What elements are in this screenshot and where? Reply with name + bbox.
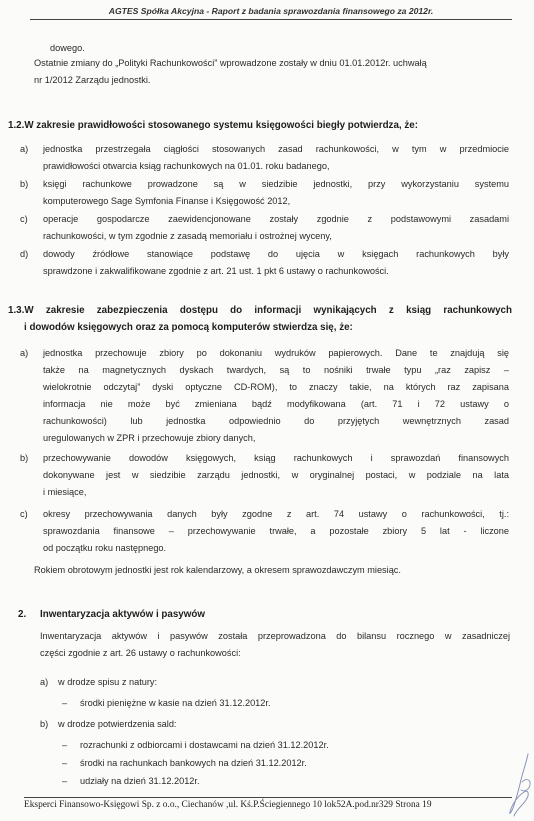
dash-marker: – [62,698,68,708]
list-item-text: prawidłowości otwarcia ksiąg rachunkowych na 01.01. roku badanego, [43,161,330,171]
list-item-text: i miesiące, [43,487,87,497]
list-item-text: także na magnetycznych dyskach twardych, są to nośniki trwałe typu „raz zapisz – [43,365,509,375]
section-heading-1-3: i dowodów księgowych oraz za pomocą komputerów stwierdza się, że: [24,322,353,333]
list-item-text: w drodze potwierdzenia sald: [58,719,177,729]
list-item-text: jednostka przestrzegała ciągłości stosowanych zasad rachunkowości, w tym w przedmiocie [43,144,509,154]
list-marker: c) [20,509,28,519]
list-item-text: sprawdzone i zakwalifikowane zgodnie z art. 21 ust. 1 pkt 6 ustawy o rachunkowości. [43,266,389,276]
intro-line: Ostatnie zmiany do „Polityki Rachunkowości” wprowadzone zostały w dniu 01.01.2012r. uchwałą [34,58,427,68]
list-marker: c) [20,214,28,224]
list-item-text: dowody źródłowe stanowiące podstawę do ujęcia w księgach rachunkowych były [43,249,509,259]
list-item-text: operacje gospodarcze zaewidencjonowane zostały zgodnie z podstawowymi zasadami [43,214,509,224]
list-item-text: okresy przechowywania danych były zgodne z art. 74 ustawy o rachunkowości, tj.: [43,509,509,519]
dash-marker: – [62,740,68,750]
section-heading-1-3: 1.3.W zakresie zabezpieczenia dostępu do informacji wynikających z ksiąg rachunkowych [8,305,512,316]
list-marker: b) [40,719,49,729]
list-marker: a) [40,677,49,687]
list-item-text: informacja nie może być zmieniana bądź modyfikowana (art. 71 i 72 ustawy o [43,399,509,409]
list-item-text: uregulowanych w ZPR i przechowuje zbiory danych, [43,433,256,443]
paragraph: Rokiem obrotowym jednostki jest rok kalendarzowy, a okresem sprawozdawczym miesiąc. [34,565,401,575]
list-item-text: środki pieniężne w kasie na dzień 31.12.2012r. [80,698,271,708]
paragraph: Inwentaryzacja aktywów i pasywów została przeprowadzona do bilansu rocznego w zasadniczej [40,631,510,641]
intro-line: dowego. [50,43,85,53]
list-item-text: udziały na dzień 31.12.2012r. [80,776,200,786]
list-item-text: sprawozdania finansowe – przechowywanie trwałe, a pozostałe zbiory 5 lat - liczone [43,526,509,536]
page-footer: Eksperci Finansowo-Księgowi Sp. z o.o., Ciechanów ,ul. Kś.P.Ściegiennego 10 lok52A.pod.nr329 Strona 19 [24,797,512,810]
list-item-text: jednostka przechowuje zbiory po dokonaniu wydruków papierowych. Dane te znajdują się [43,348,509,358]
section-heading-1-2: 1.2.W zakresie prawidłowości stosowanego systemu księgowości biegły potwierdza, że: [8,120,418,131]
list-item-text: od początku roku następnego. [43,543,167,553]
list-item-text: rachunkowości) lub jednostka odpowiednio do przyjętych wewnętrznych zasad [43,416,509,426]
list-item-text: komputerowego Sage Symfonia Finanse i Księgowość 2012, [43,196,291,206]
list-item-text: rachunkowości, w tym zgodnie z zasadą memoriału i ostrożnej wyceny, [43,231,332,241]
list-item-text: w drodze spisu z natury: [58,677,158,687]
list-item-text: wielokrotnie odczytaj” dyski optyczne CD-ROM), to znaczy takie, na których raz zapisana [43,382,509,392]
dash-marker: – [62,776,68,786]
page-header: AGTES Spółka Akcyjna - Raport z badania sprawozdania finansowego za 2012r. [30,6,512,20]
section-number-2: 2. [18,609,27,620]
list-marker: a) [20,144,29,154]
list-item-text: przechowywanie dowodów księgowych, ksiąg rachunkowych i sprawozdań finansowych [43,453,509,463]
list-item-text: dokonywane jest w siedzibie zarządu jednostki, w oryginalnej postaci, w podziale na lata [43,470,509,480]
list-marker: a) [20,348,29,358]
paragraph: części zgodnie z art. 26 ustawy o rachunkowości: [40,648,241,658]
list-marker: b) [20,453,29,463]
list-item-text: księgi rachunkowe prowadzone są w siedzibie jednostki, przy wykorzystaniu systemu [43,179,509,189]
list-item-text: rozrachunki z odbiorcami i dostawcami na dzień 31.12.2012r. [80,740,329,750]
section-heading-2: Inwentaryzacja aktywów i pasywów [40,609,205,620]
list-marker: b) [20,179,29,189]
intro-line: nr 1/2012 Zarządu jednostki. [34,75,151,85]
list-marker: d) [20,249,29,259]
dash-marker: – [62,758,68,768]
list-item-text: środki na rachunkach bankowych na dzień 31.12.2012r. [80,758,307,768]
